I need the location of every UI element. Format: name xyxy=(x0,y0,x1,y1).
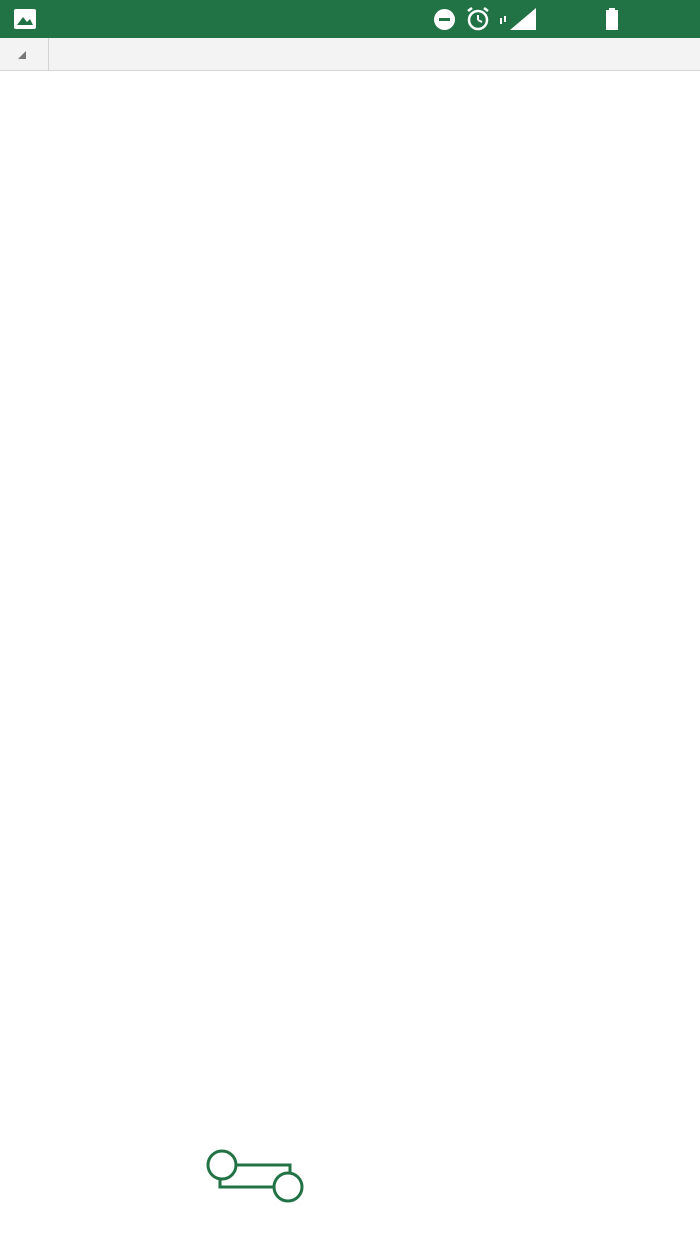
select-all-icon xyxy=(18,51,26,59)
battery-icon xyxy=(606,8,618,30)
column-header-bar xyxy=(0,38,700,71)
select-all-button[interactable] xyxy=(0,38,49,70)
selection-handle-icon[interactable] xyxy=(205,1147,305,1205)
gallery-icon xyxy=(14,9,36,29)
signal-icon xyxy=(498,6,538,32)
dnd-icon xyxy=(434,9,455,30)
status-bar xyxy=(0,0,700,38)
alarm-icon xyxy=(465,6,491,32)
